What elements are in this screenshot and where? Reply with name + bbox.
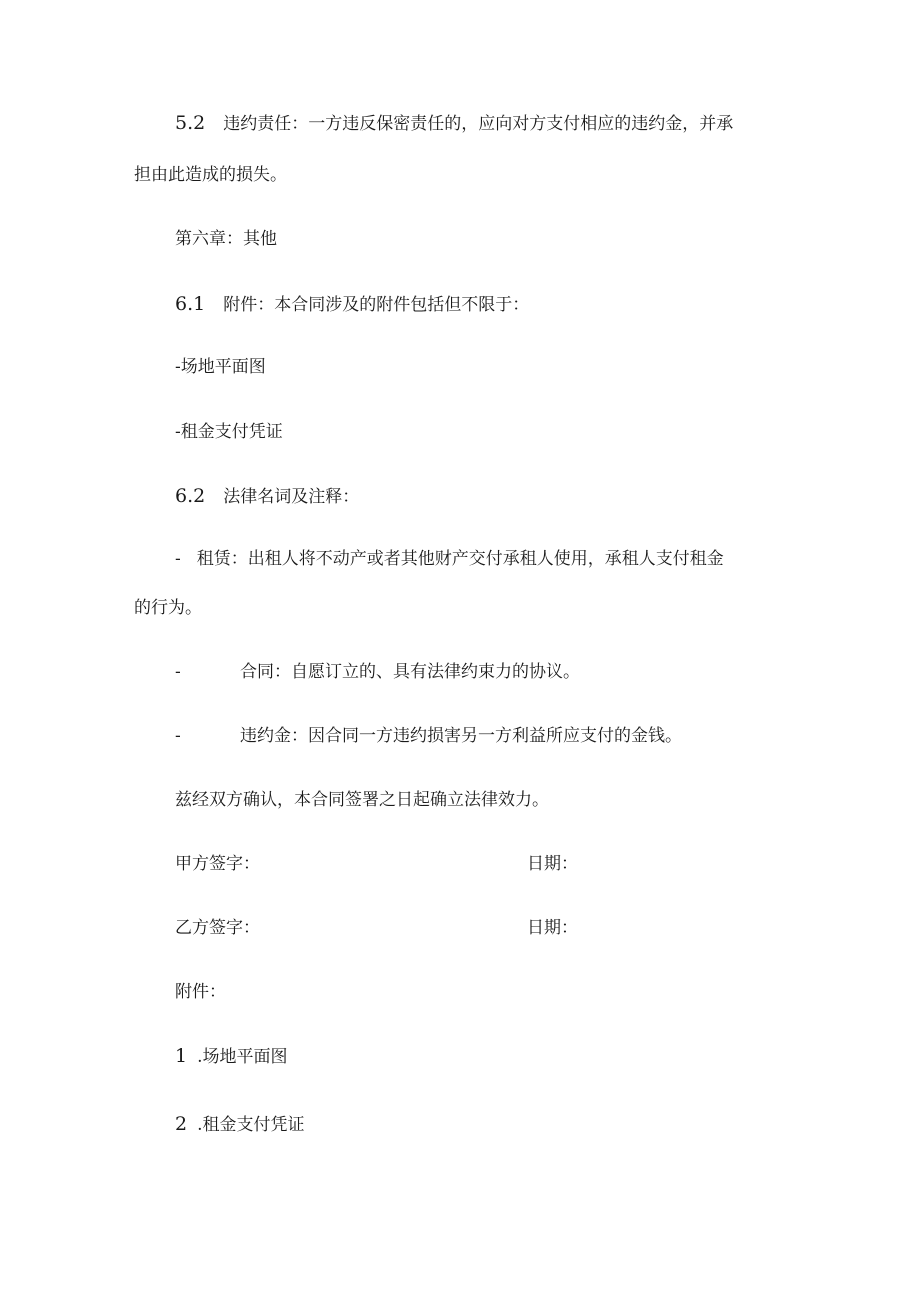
attachment-item — [175, 1112, 305, 1137]
section-number: 5.2 — [175, 112, 206, 134]
attachment-item — [175, 1044, 288, 1069]
section-text: 违约责任：一方违反保密责任的，应向对方支付相应的违约金，并承 — [223, 114, 734, 134]
party-b-date-label: 日期： — [527, 918, 578, 938]
definition-penalty — [175, 724, 682, 748]
attachment-label: .场地平面图 — [197, 1047, 288, 1067]
attachment-label: .租金支付凭证 — [197, 1115, 305, 1135]
section-text-continued: 担由此造成的损失。 — [134, 165, 287, 185]
section-text: 法律名词及注释： — [223, 487, 360, 507]
definition-text: 违约金：因合同一方违约损害另一方利益所应支付的金钱。 — [240, 726, 682, 746]
attachment-list-item: -场地平面图 — [175, 357, 266, 377]
section-6-2 — [175, 484, 359, 509]
section-text: 附件：本合同涉及的附件包括但不限于： — [223, 295, 530, 315]
section-6-1 — [175, 292, 529, 317]
party-a-date-label: 日期： — [527, 854, 578, 874]
section-number: 6.1 — [175, 293, 206, 315]
definition-contract — [175, 660, 580, 684]
definition-text: 租赁：出租人将不动产或者其他财产交付承租人使用，承租人支付租金 — [196, 549, 724, 569]
definition-text: 合同：自愿订立的、具有法律约束力的协议。 — [240, 662, 580, 682]
section-5-2-line2 — [134, 163, 287, 187]
dash-marker: - — [175, 549, 181, 569]
dash-marker: - — [175, 726, 181, 746]
party-a-signature-label: 甲方签字： — [175, 854, 260, 874]
section-number: 6.2 — [175, 485, 206, 507]
attachments-title: 附件： — [175, 982, 226, 1002]
definition-lease-line2: 的行为。 — [134, 598, 202, 618]
section-5-2-line1 — [175, 111, 733, 136]
attachment-list-item: -租金支付凭证 — [175, 422, 283, 442]
definition-lease-line1 — [175, 547, 724, 571]
dash-marker: - — [175, 662, 181, 682]
party-b-signature-label: 乙方签字： — [175, 918, 260, 938]
confirmation-statement: 兹经双方确认，本合同签署之日起确立法律效力。 — [175, 790, 549, 810]
attachment-number: 1 — [175, 1045, 188, 1067]
chapter-heading: 第六章：其他 — [175, 229, 277, 249]
attachment-number: 2 — [175, 1113, 188, 1135]
